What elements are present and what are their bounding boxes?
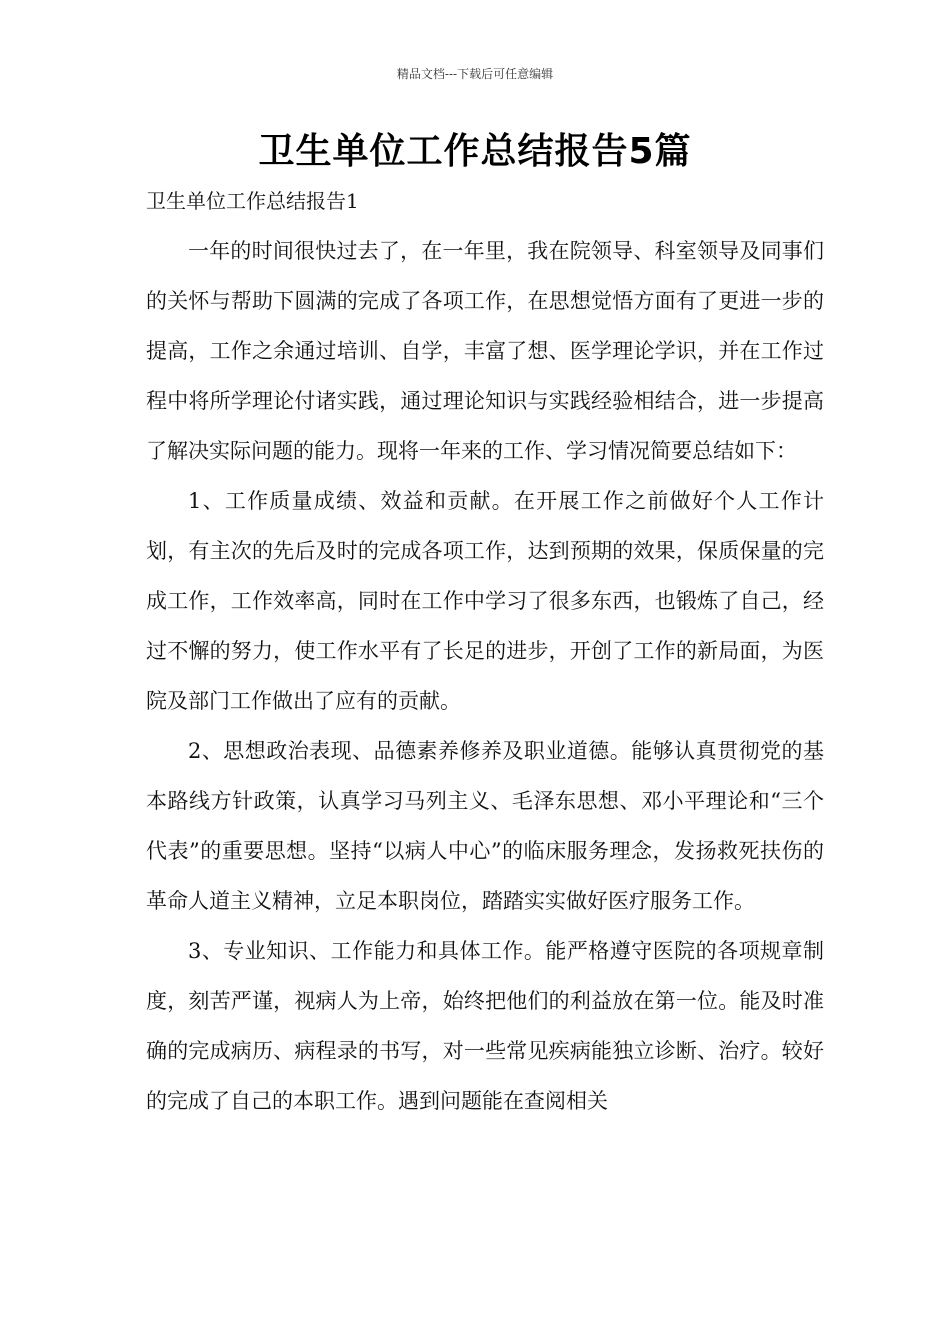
paragraph-item-3: 3、专业知识、工作能力和具体工作。能严格遵守医院的各项规章制度，刻苦严谨，视病人为上帝，始终把他们的利益放在第一位。能及时准确的完成病历、病程录的书写，对一些常见疾病能独立诊断、治疗。较好的完成了自己的本职工作。遇到问题能在查阅相关 <box>146 939 824 1113</box>
document-body <box>146 226 824 1126</box>
paragraph-intro: 一年的时间很快过去了，在一年里，我在院领导、科室领导及同事们的关怀与帮助下圆满的完成了各项工作，在思想觉悟方面有了更进一步的提高，工作之余通过培训、自学，丰富了想、医学理论学识，并在工作过程中将所学理论付诸实践，通过理论知识与实践经验相结合，进一步提高了解决实际问题的能力。现将一年来的工作、学习情况简要总结如下： <box>146 239 824 463</box>
section-subheading: 卫生单位工作总结报告1 <box>146 189 359 213</box>
page-header: 精品文档---下载后可任意编辑 <box>396 67 554 81</box>
document-title: 卫生单位工作总结报告5篇 <box>258 131 692 172</box>
paragraph-item-2: 2、思想政治表现、品德素养修养及职业道德。能够认真贯彻党的基本路线方针政策，认真学习马列主义、毛泽东思想、邓小平理论和“三个代表”的重要思想。坚持“以病人中心”的临床服务理念，发扬救死扶伤的革命人道主义精神，立足本职岗位，踏踏实实做好医疗服务工作。 <box>146 739 824 913</box>
paragraph-item-1: 1、工作质量成绩、效益和贡献。在开展工作之前做好个人工作计划，有主次的先后及时的完成各项工作，达到预期的效果，保质保量的完成工作，工作效率高，同时在工作中学习了很多东西，也锻炼了自己，经过不懈的努力，使工作水平有了长足的进步，开创了工作的新局面，为医院及部门工作做出了应有的贡献。 <box>146 489 824 713</box>
